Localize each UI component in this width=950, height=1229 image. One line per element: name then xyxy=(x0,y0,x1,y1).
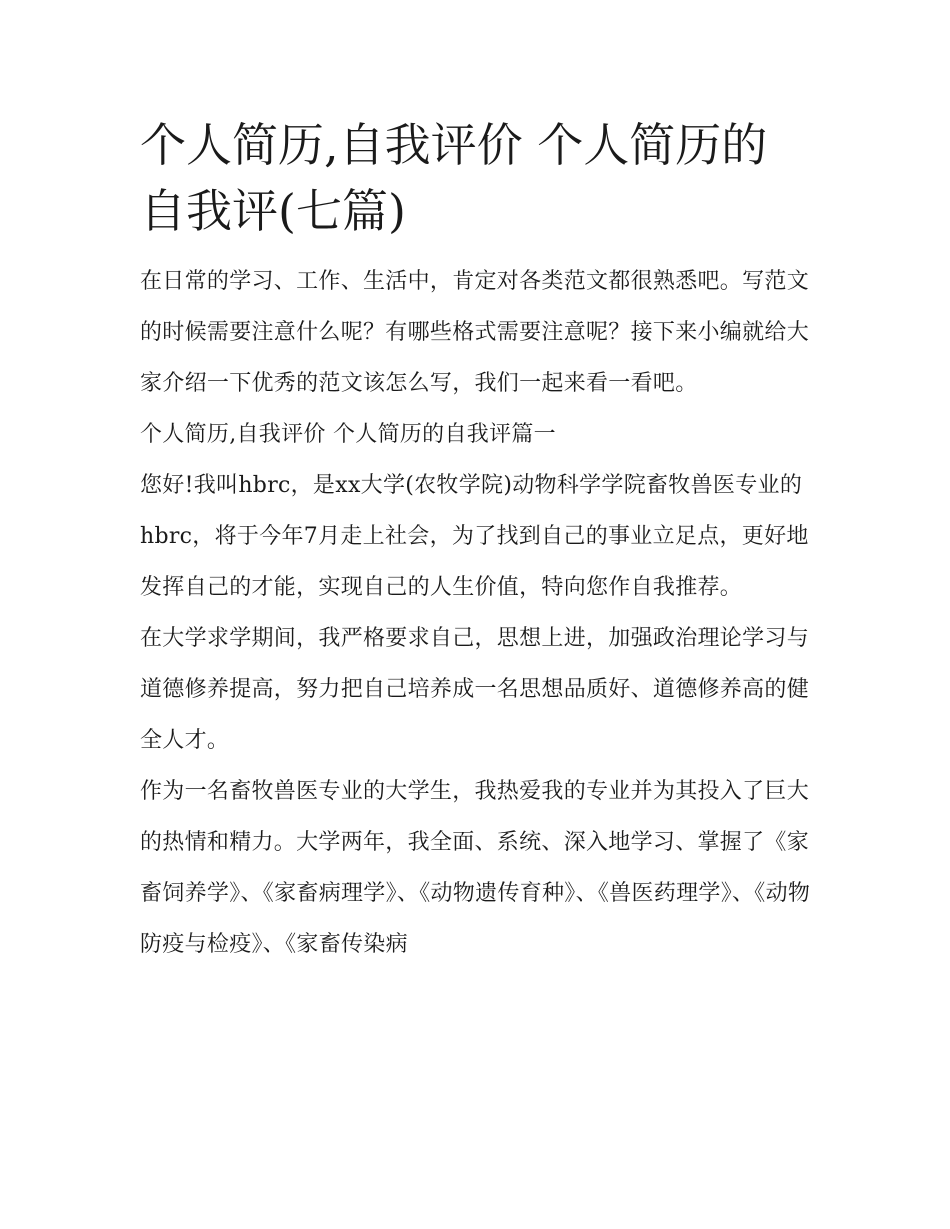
body-paragraph-study-conduct: 在大学求学期间，我严格要求自己，思想上进，加强政治理论学习与道德修养提高，努力把自己培养成一名思想品质好、道德修养高的健全人才。 xyxy=(140,626,810,753)
body-paragraph-major-courses: 作为一名畜牧兽医专业的大学生，我热爱我的专业并为其投入了巨大的热情和精力。大学两年，我全面、系统、深入地学习、掌握了《家畜饲养学》、《家畜病理学》、《动物遗传育种》、《兽医药理学》、《动物防疫与检疫》、《家畜传染病 xyxy=(140,779,811,957)
document-page xyxy=(140,112,812,970)
body-paragraph-self-introduction: 您好!我叫hbrc，是xx大学(农牧学院)动物科学学院畜牧兽医专业的hbrc，将于今年7月走上社会，为了找到自己的事业立足点，更好地发挥自己的才能，实现自己的人生价值，特向您作自我推荐。 xyxy=(140,473,809,600)
document-title: 个人简历,自我评价 个人简历的自我评(七篇) xyxy=(140,118,768,238)
intro-paragraph: 在日常的学习、工作、生活中，肯定对各类范文都很熟悉吧。写范文的时候需要注意什么呢？有哪些格式需要注意呢？接下来小编就给大家介绍一下优秀的范文该怎么写，我们一起来看一看吧。 xyxy=(140,269,810,396)
section-heading: 个人简历,自我评价 个人简历的自我评篇一 xyxy=(140,422,556,447)
